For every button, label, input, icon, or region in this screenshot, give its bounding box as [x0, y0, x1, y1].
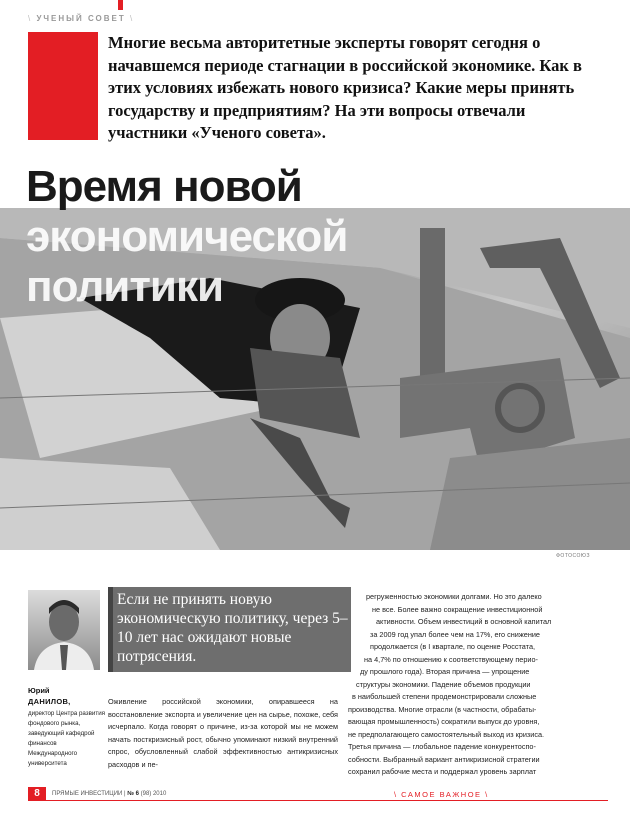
publication-info: ПРЯМЫЕ ИНВЕСТИЦИИ | № 6 (98) 2010 — [52, 791, 167, 797]
issue-year: (98) 2010 — [140, 791, 167, 797]
body-line: активности. Объем инвестиций в основной капитал — [376, 617, 552, 626]
top-accent-mark — [118, 0, 123, 10]
footer-divider — [46, 800, 608, 801]
body-line: производства. Многие отрасли (в частности, обрабаты- — [348, 704, 537, 714]
body-line: собности. Выбранный вариант антикризисной стратегии — [348, 754, 540, 764]
photo-credit: ФОТОСОЮЗ — [556, 553, 590, 559]
title-line-1: Время новой — [26, 162, 302, 211]
pull-quote-text: Если не принять новую экономическую политику, через 5–10 лет нас ожидают новые потрясения. — [117, 591, 348, 665]
author-role: директор Центра развития фондового рынка, заведующий кафедрой финансов Международного университета — [28, 710, 105, 767]
body-line: продолжается (в I квартале, по оценке Росстата, — [370, 642, 536, 651]
author-last-name: ДАНИЛОВ, — [28, 697, 71, 706]
body-line: не все. Более важно сокращение инвестиционной — [372, 604, 543, 614]
body-line: сохранил рабочие места и поддержал уровень зарплат — [348, 767, 537, 776]
body-line: на 4,7% по отношению к соответствующему перио- — [364, 654, 538, 664]
lead-paragraph: Многие весьма авторитетные эксперты говорят сегодня о начавшемся периоде стагнации в российской экономике. Как в этих условиях избежать нового кризиса? Какие меры принять государству и предприятиям? На эти вопросы отвечали участники «Ученого совета». — [108, 33, 582, 142]
body-line: регруженностью экономики долгами. Но это далеко — [366, 592, 542, 601]
body-column-right — [348, 591, 598, 779]
page-number: 8 — [28, 787, 46, 801]
body-line: Третья причина — глобальное падение конкурентоспо- — [348, 742, 536, 751]
publication-name: ПРЯМЫЕ ИНВЕСТИЦИИ — [52, 791, 123, 797]
body-line: в наибольшей степени продемонстрировали сложные — [352, 692, 537, 701]
title-line-2: экономической — [26, 212, 348, 261]
pull-quote-bar — [108, 587, 113, 672]
body-column-left: Оживление российской экономики, опиравшееся на восстановление экспорта и увеличение цен на сырье, похоже, себя исчерпало. Когда говорят о причине, из-за которой мы не можем начать посткризисный рост, обычно упоминают низкий внутренний спрос, обусловленный слабой эффективностью антикризисных расходов и пе- — [108, 697, 338, 769]
body-line: за 2009 год упал более чем на 17%, его снижение — [370, 629, 540, 639]
author-first-name: Юрий — [28, 686, 50, 695]
body-line: не предполагающего самостоятельный выход из кризиса. — [348, 729, 545, 739]
body-line: структуры экономики. Падение объемов продукции — [356, 679, 531, 689]
body-line: вающая промышленность) сократили выпуск до уровня, — [348, 717, 540, 726]
article-title — [26, 162, 347, 312]
body-line: ду прошлого года). Вторая причина — упрощение — [360, 667, 530, 676]
red-accent-block — [28, 32, 98, 140]
footer-section-label: \ САМОЕ ВАЖНОЕ \ — [394, 790, 489, 799]
title-line-3: политики — [26, 262, 224, 311]
author-photo — [28, 590, 100, 670]
section-label: \ УЧЕНЫЙ СОВЕТ \ — [28, 14, 135, 23]
issue-number: № 6 — [127, 791, 139, 797]
